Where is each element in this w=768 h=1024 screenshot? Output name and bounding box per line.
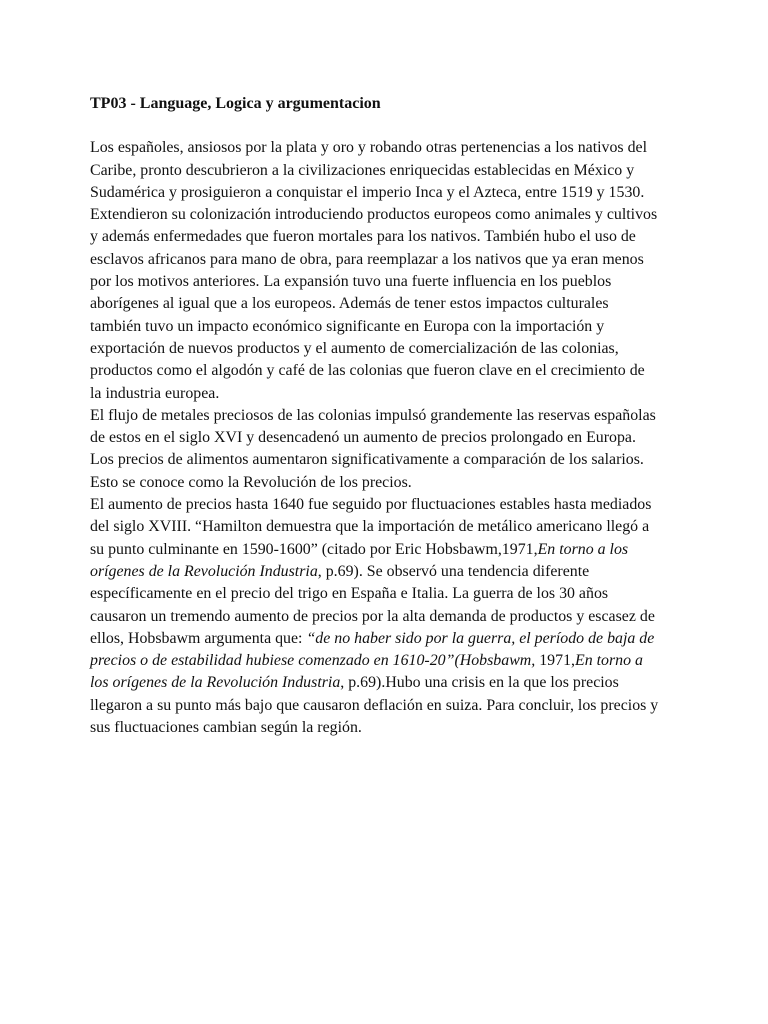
italic-text: precios o de estabilidad hubiese comenzado en 1610-20”(Hobsbawm, [90,652,536,670]
text-run: Esto se conoce como la Revolución de los precios. [90,473,412,491]
text-line [90,717,686,739]
document-body [90,137,690,739]
italic-text: orígenes de la Revolución Industria [90,562,318,580]
text-run: su punto culminante en 1590-1600” (citado por Eric Hobsbawm,1971, [90,540,538,558]
paragraph-gap [90,115,690,137]
text-line [90,383,686,405]
text-run: causaron un tremendo aumento de precios por la alta demanda de productos y escasez de [90,607,655,625]
italic-text: los orígenes de la Revolución Industria [90,674,341,692]
document-title: TP03 - Language, Logica y argumentacion [90,95,381,112]
text-run: aborígenes al igual que a los europeos. Además de tener estos impactos culturales [90,295,609,313]
text-run: del siglo XVIII. “Hamilton demuestra que la importación de metálico americano llegó a [90,518,650,536]
text-line [90,226,686,248]
text-run: también tuvo un impacto económico significante en Europa con la importación y [90,317,605,335]
italic-text: En torno a los [537,540,629,558]
text-line [90,472,686,494]
text-line [90,606,686,628]
text-run: El flujo de metales preciosos de las colonias impulsó grandemente las reservas españolas [90,406,656,424]
text-run: 1971, [535,652,575,670]
text-line [90,695,686,717]
text-run: exportación de nuevos productos y el aumento de comercialización de las colonias, [90,339,619,357]
text-line [90,583,686,605]
text-run: específicamente en el precio del trigo en España e Italia. La guerra de los 30 años [90,585,609,603]
text-line [90,204,686,226]
text-line [90,516,686,538]
text-run: y además enfermedades que fueron mortales para los nativos. También hubo el uso de [90,228,636,246]
text-run: por los motivos anteriores. La expansión tuvo una fuerte influencia en los pueblos [90,273,612,291]
document-content [90,93,690,739]
text-line [90,137,686,159]
text-line [90,160,686,182]
italic-text: En torno a [574,652,643,670]
text-run: llegaron a su punto más bajo que causaron deflación en suiza. Para concluir, los precios y [90,696,659,714]
text-run: la industria europea. [90,384,220,402]
text-run: , p.69). Se observó una tendencia diferente [317,562,590,580]
text-run: Caribe, pronto descubrieron a la civilizaciones enriquecidas establecidas en México y [90,161,635,179]
text-run: Sudamérica y prosiguieron a conquistar el imperio Inca y el Azteca, entre 1519 y 1530. [90,183,645,201]
text-run: productos como el algodón y café de las colonias que fueron clave en el crecimiento de [90,362,645,380]
text-line [90,628,686,650]
text-line [90,561,686,583]
text-line [90,672,686,694]
text-line [90,249,686,271]
text-line [90,494,686,516]
italic-text: “de no haber sido por la guerra, el período de baja de [306,629,655,647]
text-line [90,316,686,338]
text-line [90,182,686,204]
text-line [90,449,686,471]
text-run: El aumento de precios hasta 1640 fue seguido por fluctuaciones estables hasta mediados [90,496,652,514]
text-run: ellos, Hobsbawm argumenta que: [90,629,307,647]
text-run: Los precios de alimentos aumentaron significativamente a comparación de los salarios. [90,451,644,469]
text-line [90,293,686,315]
text-line [90,338,686,360]
text-line [90,271,686,293]
text-run: sus fluctuaciones cambian según la región. [90,719,362,737]
text-line [90,360,686,382]
text-line [90,539,686,561]
text-line [90,405,686,427]
text-run: , p.69).Hubo una crisis en la que los precios [340,674,619,692]
text-run: de estos en el siglo XVI y desencadenó un aumento de precios prolongado en Europa. [90,429,636,447]
text-run: Los españoles, ansiosos por la plata y oro y robando otras pertenencias a los nativos del [90,139,648,157]
text-run: Extendieron su colonización introduciendo productos europeos como animales y cultivos [90,206,658,224]
text-line [90,427,686,449]
text-line [90,650,686,672]
text-run: esclavos africanos para mano de obra, para reemplazar a los nativos que ya eran menos [90,250,644,268]
